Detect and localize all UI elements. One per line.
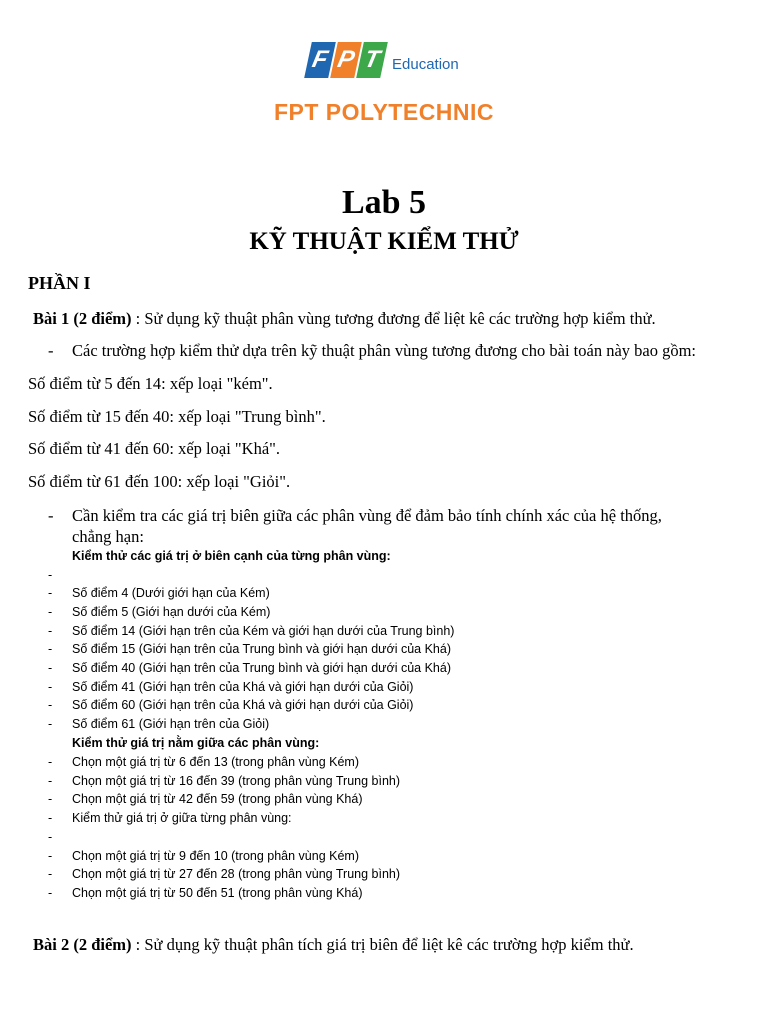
list-dash: - [48,792,53,806]
list-dash: - [48,698,53,712]
fpt-polytechnic-wordmark: FPT POLYTECHNIC [273,99,495,125]
bai2-text: : Sử dụng kỹ thuật phân tích giá trị biên để liệt kê các trường hợp kiểm thử. [131,935,634,954]
fpt-education-logo [308,40,459,80]
list-dash: - [48,624,53,638]
list-dash: - [48,886,53,900]
bai1-text: : Sử dụng kỹ thuật phân vùng tương đương để liệt kê các trường hợp kiểm thử. [131,309,656,328]
bullet-dash: - [48,506,54,525]
document-title: Lab 5 [341,184,427,221]
list-dash: - [48,605,53,619]
list-dash: - [48,755,53,769]
bullet-text: Các trường hợp kiểm thử dựa trên kỹ thuật phân vùng tương đương cho bài toán này bao gồm: [72,341,697,360]
list-dash: - [48,849,53,863]
list-dash: - [48,717,53,731]
bai2-paragraph [33,935,634,955]
edge-item: Số điểm 61 (Giới hạn trên của Giỏi) [72,717,270,731]
edge-item: Số điểm 5 (Giới hạn dưới của Kém) [72,605,271,619]
list-dash: - [48,586,53,600]
between-item: Chọn một giá trị từ 16 đến 39 (trong phân vùng Trung bình) [72,774,401,788]
section-heading: PHẦN I [28,273,91,293]
fpt-logo-mark [304,42,388,78]
list-dash: - [48,811,53,825]
middle-item: Chọn một giá trị từ 9 đến 10 (trong phân vùng Kém) [72,849,359,863]
list-dash: - [48,568,53,582]
logo-letter-t: T [356,42,388,78]
middle-item: Chọn một giá trị từ 50 đến 51 (trong phân vùng Khá) [72,886,363,900]
list-dash: - [48,642,53,656]
edge-item: Số điểm 41 (Giới hạn trên của Khá và giới hạn dưới của Giỏi) [72,680,414,694]
between-item: Chọn một giá trị từ 42 đến 59 (trong phân vùng Khá) [72,792,363,806]
edge-item: Số điểm 14 (Giới hạn trên của Kém và giới hạn dưới của Trung bình) [72,624,455,638]
bai2-label: Bài 2 (2 điểm) [33,935,132,954]
bai1-label: Bài 1 (2 điểm) [33,309,132,328]
logo-letter-f: F [304,42,336,78]
edge-item: Số điểm 40 (Giới hạn trên của Trung bình và giới hạn dưới của Khá) [72,661,451,675]
range-line: Số điểm từ 61 đến 100: xếp loại "Giỏi". [28,472,291,491]
bullet-dash: - [48,341,54,360]
logo-education-text: Education [392,55,459,73]
between-item: Chọn một giá trị từ 6 đến 13 (trong phân vùng Kém) [72,755,359,769]
document-subtitle: KỸ THUẬT KIỂM THỬ [249,228,519,255]
list-dash: - [48,830,53,844]
range-line: Số điểm từ 5 đến 14: xếp loại "kém". [28,374,273,393]
between-item: Kiểm thử giá trị ở giữa từng phân vùng: [72,811,292,825]
list-dash: - [48,661,53,675]
logo-letter-p: P [330,42,362,78]
bai1-paragraph [33,309,656,329]
edge-item: Số điểm 15 (Giới hạn trên của Trung bình và giới hạn dưới của Khá) [72,642,451,656]
edge-item: Số điểm 4 (Dưới giới hạn của Kém) [72,586,270,600]
list-dash: - [48,774,53,788]
between-heading: Kiểm thử giá trị nằm giữa các phân vùng: [72,736,320,750]
list-dash: - [48,680,53,694]
range-line: Số điểm từ 15 đến 40: xếp loại "Trung bình". [28,407,326,426]
list-dash: - [48,867,53,881]
bullet-text: Cần kiểm tra các giá trị biên giữa các phân vùng để đảm bảo tính chính xác của hệ thống, [72,506,662,525]
range-line: Số điểm từ 41 đến 60: xếp loại "Khá". [28,439,281,458]
edges-heading: Kiểm thử các giá trị ở biên cạnh của từng phân vùng: [72,549,391,563]
bullet-text-continued: chẳng hạn: [72,527,144,546]
edge-item: Số điểm 60 (Giới hạn trên của Khá và giới hạn dưới của Giỏi) [72,698,414,712]
middle-item: Chọn một giá trị từ 27 đến 28 (trong phân vùng Trung bình) [72,867,401,881]
